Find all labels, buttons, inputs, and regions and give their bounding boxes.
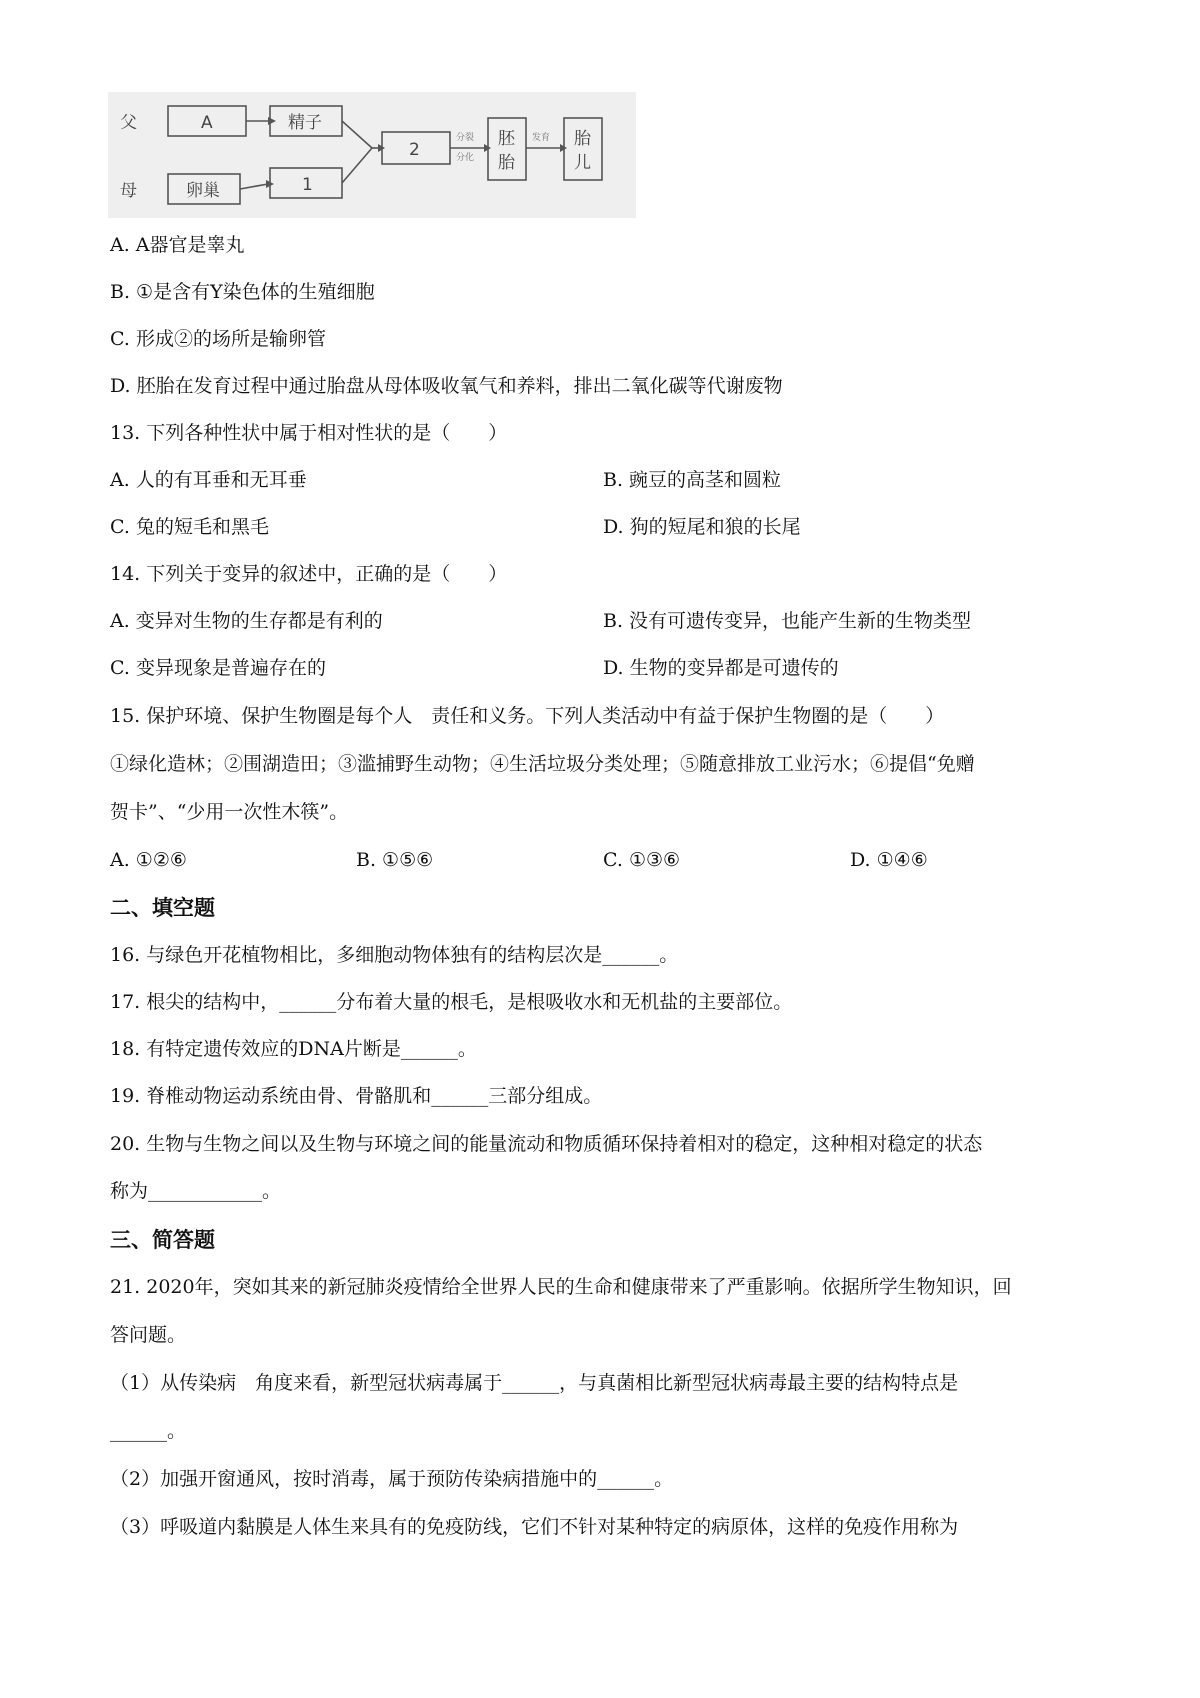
q17: 17. 根尖的结构中，______分布着大量的根毛，是根吸收水和无机盐的主要部位。 <box>110 991 793 1013</box>
embryo-label-1: 胚 <box>498 129 515 149</box>
q20-line1: 20. 生物与生物之间以及生物与环境之间的能量流动和物质循环保持着相对的稳定，这种相对稳定的状态 <box>110 1133 983 1155</box>
q15-stem: 15. 保护环境、保护生物圈是每个人 责任和义务。下列人类活动中有益于保护生物圈的是（ ） <box>110 705 945 727</box>
q14-option-b: B. 没有可遗传变异，也能产生新的生物类型 <box>603 610 972 632</box>
fetus-label-2: 儿 <box>574 153 591 173</box>
q19: 19. 脊椎动物运动系统由骨、骨骼肌和______三部分组成。 <box>110 1085 603 1107</box>
q12-option-a: A. A器官是睾丸 <box>110 234 245 256</box>
embryo-label-2: 胎 <box>498 153 515 173</box>
q14-option-c: C. 变异现象是普遍存在的 <box>110 657 326 679</box>
q13-option-c: C. 兔的短毛和黑毛 <box>110 516 269 538</box>
q16: 16. 与绿色开花植物相比，多细胞动物体独有的结构层次是______。 <box>110 944 679 966</box>
box-2-label: 2 <box>409 140 420 160</box>
q21-part3: （3）呼吸道内黏膜是人体生来具有的免疫防线，它们不针对某种特定的病原体，这样的免疫作用称为 <box>110 1516 959 1538</box>
box-1-label: 1 <box>302 175 313 195</box>
arrow-label-develop: 发育 <box>532 133 551 143</box>
box-ovary-label: 卵巢 <box>186 181 220 201</box>
q13-option-d: D. 狗的短尾和狼的长尾 <box>603 516 801 538</box>
box-sperm-label: 精子 <box>288 113 322 133</box>
box-a-label: A <box>201 113 213 133</box>
q15-option-c: C. ①③⑥ <box>603 849 681 871</box>
arrow-head <box>268 117 276 125</box>
q15-statement-line1: ①绿化造林；②围湖造田；③滥捕野生动物；④生活垃圾分类处理；⑤随意排放工业污水；⑥提倡“免赠 <box>110 753 975 775</box>
q21-part1-line2: ______。 <box>110 1420 187 1442</box>
fetus-label-1: 胎 <box>574 129 591 149</box>
q21-part2: （2）加强开窗通风，按时消毒，属于预防传染病措施中的______。 <box>110 1468 674 1490</box>
q12-option-d: D. 胚胎在发育过程中通过胎盘从母体吸收氧气和养料，排出二氧化碳等代谢废物 <box>110 375 783 397</box>
q21-line1: 21. 2020年，突如其来的新冠肺炎疫情给全世界人民的生命和健康带来了严重影响。依据所学生物知识，回 <box>110 1276 1012 1298</box>
section-fill-in-heading: 二、填空题 <box>110 895 215 920</box>
q12-option-b: B. ①是含有Y染色体的生殖细胞 <box>110 281 375 303</box>
q13-stem: 13. 下列各种性状中属于相对性状的是（ ） <box>110 422 508 444</box>
reproduction-flow-svg <box>108 92 636 218</box>
arrow-label-differentiate: 分化 <box>456 153 475 163</box>
q15-statement-line2: 贺卡”、“少用一次性木筷”。 <box>110 801 349 823</box>
q18: 18. 有特定遗传效应的DNA片断是______。 <box>110 1038 477 1060</box>
q14-option-a: A. 变异对生物的生存都是有利的 <box>110 610 383 632</box>
q13-option-a: A. 人的有耳垂和无耳垂 <box>110 469 307 491</box>
q14-option-d: D. 生物的变异都是可遗传的 <box>603 657 839 679</box>
q12-option-c: C. 形成②的场所是输卵管 <box>110 328 326 350</box>
q13-option-b: B. 豌豆的高茎和圆粒 <box>603 469 782 491</box>
father-label: 父 <box>120 113 137 133</box>
q20-line2: 称为____________。 <box>110 1180 282 1202</box>
q15-option-d: D. ①④⑥ <box>850 849 928 871</box>
q15-option-b: B. ①⑤⑥ <box>356 849 434 871</box>
q21-line2: 答问题。 <box>110 1324 187 1346</box>
reproduction-diagram <box>108 92 636 218</box>
q15-option-a: A. ①②⑥ <box>110 849 187 871</box>
section-short-answer-heading: 三、简答题 <box>110 1227 215 1252</box>
arrow-label-divide: 分裂 <box>456 133 475 143</box>
q21-part1-line1: （1）从传染病 角度来看，新型冠状病毒属于______，与真菌相比新型冠状病毒最主要的结构特点是 <box>110 1372 959 1394</box>
mother-label: 母 <box>120 181 137 201</box>
q14-stem: 14. 下列关于变异的叙述中，正确的是（ ） <box>110 563 508 585</box>
